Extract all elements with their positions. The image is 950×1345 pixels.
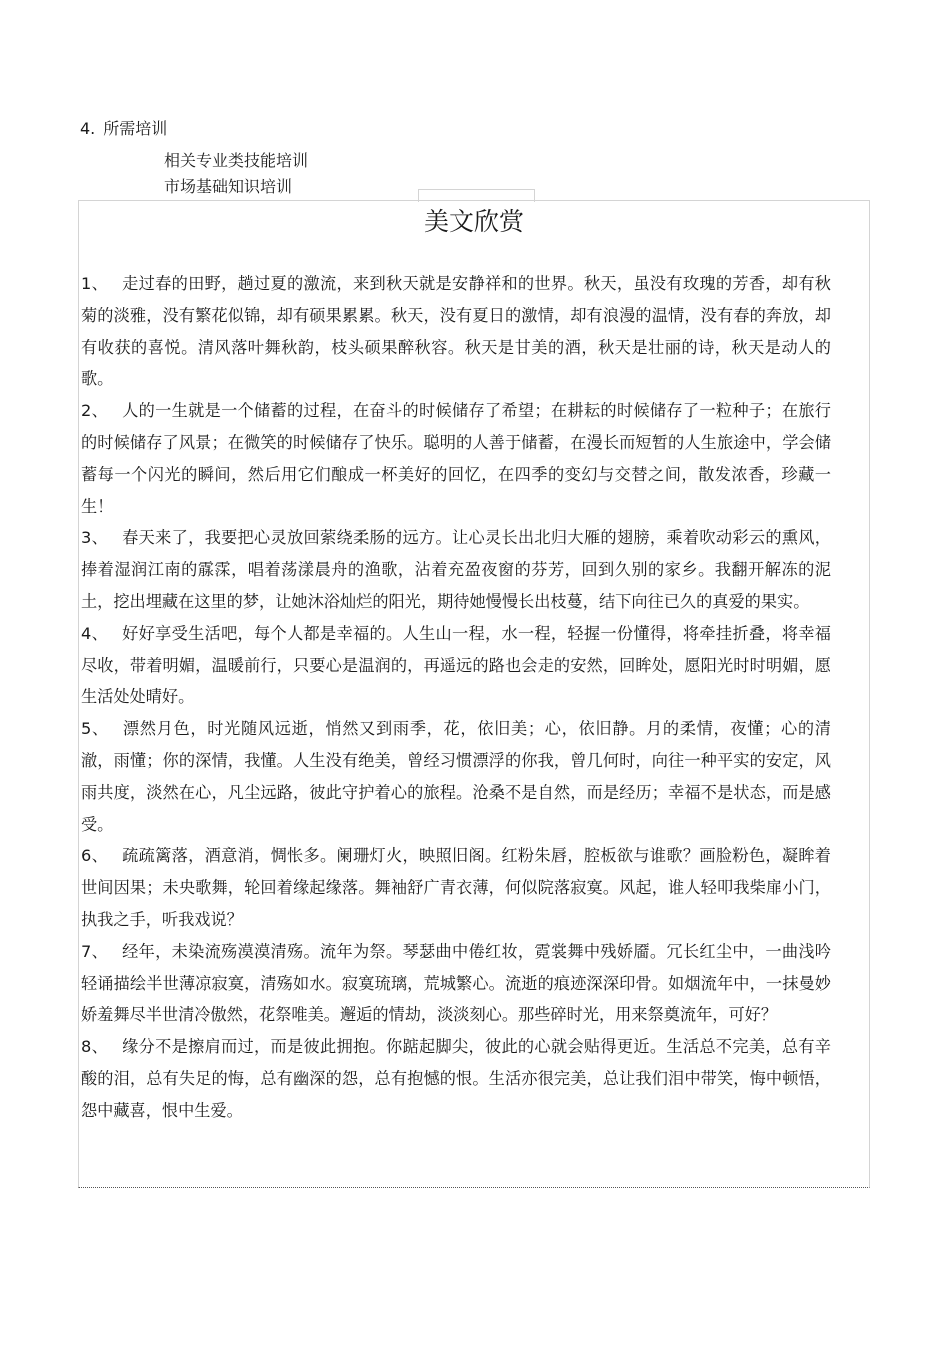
- paragraph-text: 漂然月色，时光随风远逝，悄然又到雨季，花，依旧美；心，依旧静。月的柔情，夜懂；心的清澈，雨懂；你的深情，我懂。人生没有绝美，曾经习惯漂浮的你我，曾几何时，向往一种平实的安定，风雨共度，淡然在心，凡尘远路，彼此守护着心的旅程。沧桑不是自然，而是经历；幸福不是状态，而是感受。: [81, 719, 831, 834]
- paragraph-number: 8、: [81, 1037, 109, 1057]
- paragraph-text: 人的一生就是一个储蓄的过程，在奋斗的时候储存了希望；在耕耘的时候储存了一粒种子；在旅行的时候储存了风景；在微笑的时候储存了快乐。聪明的人善于储蓄，在漫长而短暂的人生旅途中，学会储蓄每一个闪光的瞬间，然后用它们酿成一杯美好的回忆，在四季的变幻与交替之间，散发浓香，珍藏一生！: [81, 401, 831, 516]
- training-item: 市场基础知识培训: [164, 177, 293, 196]
- paragraph-number: 7、: [81, 941, 109, 961]
- paragraph-number: 2、: [81, 401, 109, 421]
- essay-paragraph: [81, 713, 831, 840]
- paragraph-number: 4、: [81, 623, 109, 643]
- section-number: 4.: [80, 119, 96, 138]
- paragraph-text: 缘分不是擦肩而过，而是彼此拥抱。你踮起脚尖，彼此的心就会贴得更近。生活总不完美，总有辛酸的泪，总有失足的悔，总有幽深的怨，总有抱憾的恨。生活亦很完美，总让我们泪中带笑，悔中顿悟，怨中藏喜，恨中生爱。: [81, 1037, 831, 1120]
- paragraph-number: 5、: [81, 719, 109, 739]
- paragraph-number: 3、: [81, 528, 109, 548]
- paragraph-text: 春天来了，我要把心灵放回萦绕柔肠的远方。让心灵长出北归大雁的翅膀，乘着吹动彩云的熏风，捧着湿润江南的霡霂，唱着荡漾晨舟的渔歌，沾着充盈夜窗的芬芳，回到久别的家乡。我翻开解冻的泥土，挖出埋藏在这里的梦，让她沐浴灿烂的阳光，期待她慢慢长出枝蔓，结下向往已久的真爱的果实。: [81, 528, 831, 611]
- essay-paragraph: [81, 840, 831, 935]
- paragraph-number: 1、: [81, 274, 109, 293]
- essay-paragraph: [81, 522, 831, 617]
- essay-paragraph: [81, 268, 831, 395]
- essay-title: 美文欣赏: [423, 207, 524, 236]
- paragraph-text: 疏疏篱落，酒意消，惆怅多。阑珊灯火，映照旧阁。红粉朱唇，腔板欲与谁歌？画脸粉色，凝眸着世间因果；未央歌舞，轮回着缘起缘落。舞袖舒广青衣薄，何似院落寂寞。风起，谁人轻叩我柴扉小门，执我之手，听我戏说？: [81, 846, 831, 929]
- essay-paragraphs: [81, 268, 831, 1127]
- training-list: [164, 148, 308, 200]
- essay-paragraph: [81, 936, 831, 1031]
- paragraph-text: 好好享受生活吧，每个人都是幸福的。人生山一程，水一程，轻握一份懂得，将牵挂折叠，将幸福尽收，带着明媚，温暖前行，只要心是温润的，再遥远的路也会走的安然，回眸处，愿阳光时时明媚，愿生活处处晴好。: [81, 623, 831, 707]
- section-title: 所需培训: [103, 119, 168, 138]
- essay-box: [78, 200, 870, 1188]
- paragraph-text: 经年，未染流殇漠漠清殇。流年为祭。琴瑟曲中倦红妆，霓裳舞中残娇靥。冗长红尘中，一曲浅吟轻诵描绘半世薄凉寂寞，清殇如水。寂寞琉璃，荒城繁心。流逝的痕迹深深印骨。如烟流年中，一抹曼妙娇羞舞尽半世清冷傲然，花祭唯美。邂逅的情劫，淡淡刻心。那些碎时光，用来祭奠流年，可好？: [81, 941, 831, 1025]
- section-heading: [80, 118, 167, 140]
- paragraph-number: 6、: [81, 846, 109, 866]
- paragraph-text: 走过春的田野，趟过夏的激流，来到秋天就是安静祥和的世界。秋天，虽没有玫瑰的芳香，却有秋菊的淡雅，没有繁花似锦，却有硕果累累。秋天，没有夏日的激情，却有浪漫的温情，没有春的奔放，却有收获的喜悦。清风落叶舞秋韵，枝头硕果醉秋容。秋天是甘美的酒，秋天是壮丽的诗，秋天是动人的歌。: [81, 274, 831, 389]
- essay-paragraph: [81, 395, 831, 522]
- training-item: 相关专业类技能培训: [164, 151, 309, 170]
- essay-paragraph: [81, 1031, 831, 1126]
- essay-paragraph: [81, 618, 831, 713]
